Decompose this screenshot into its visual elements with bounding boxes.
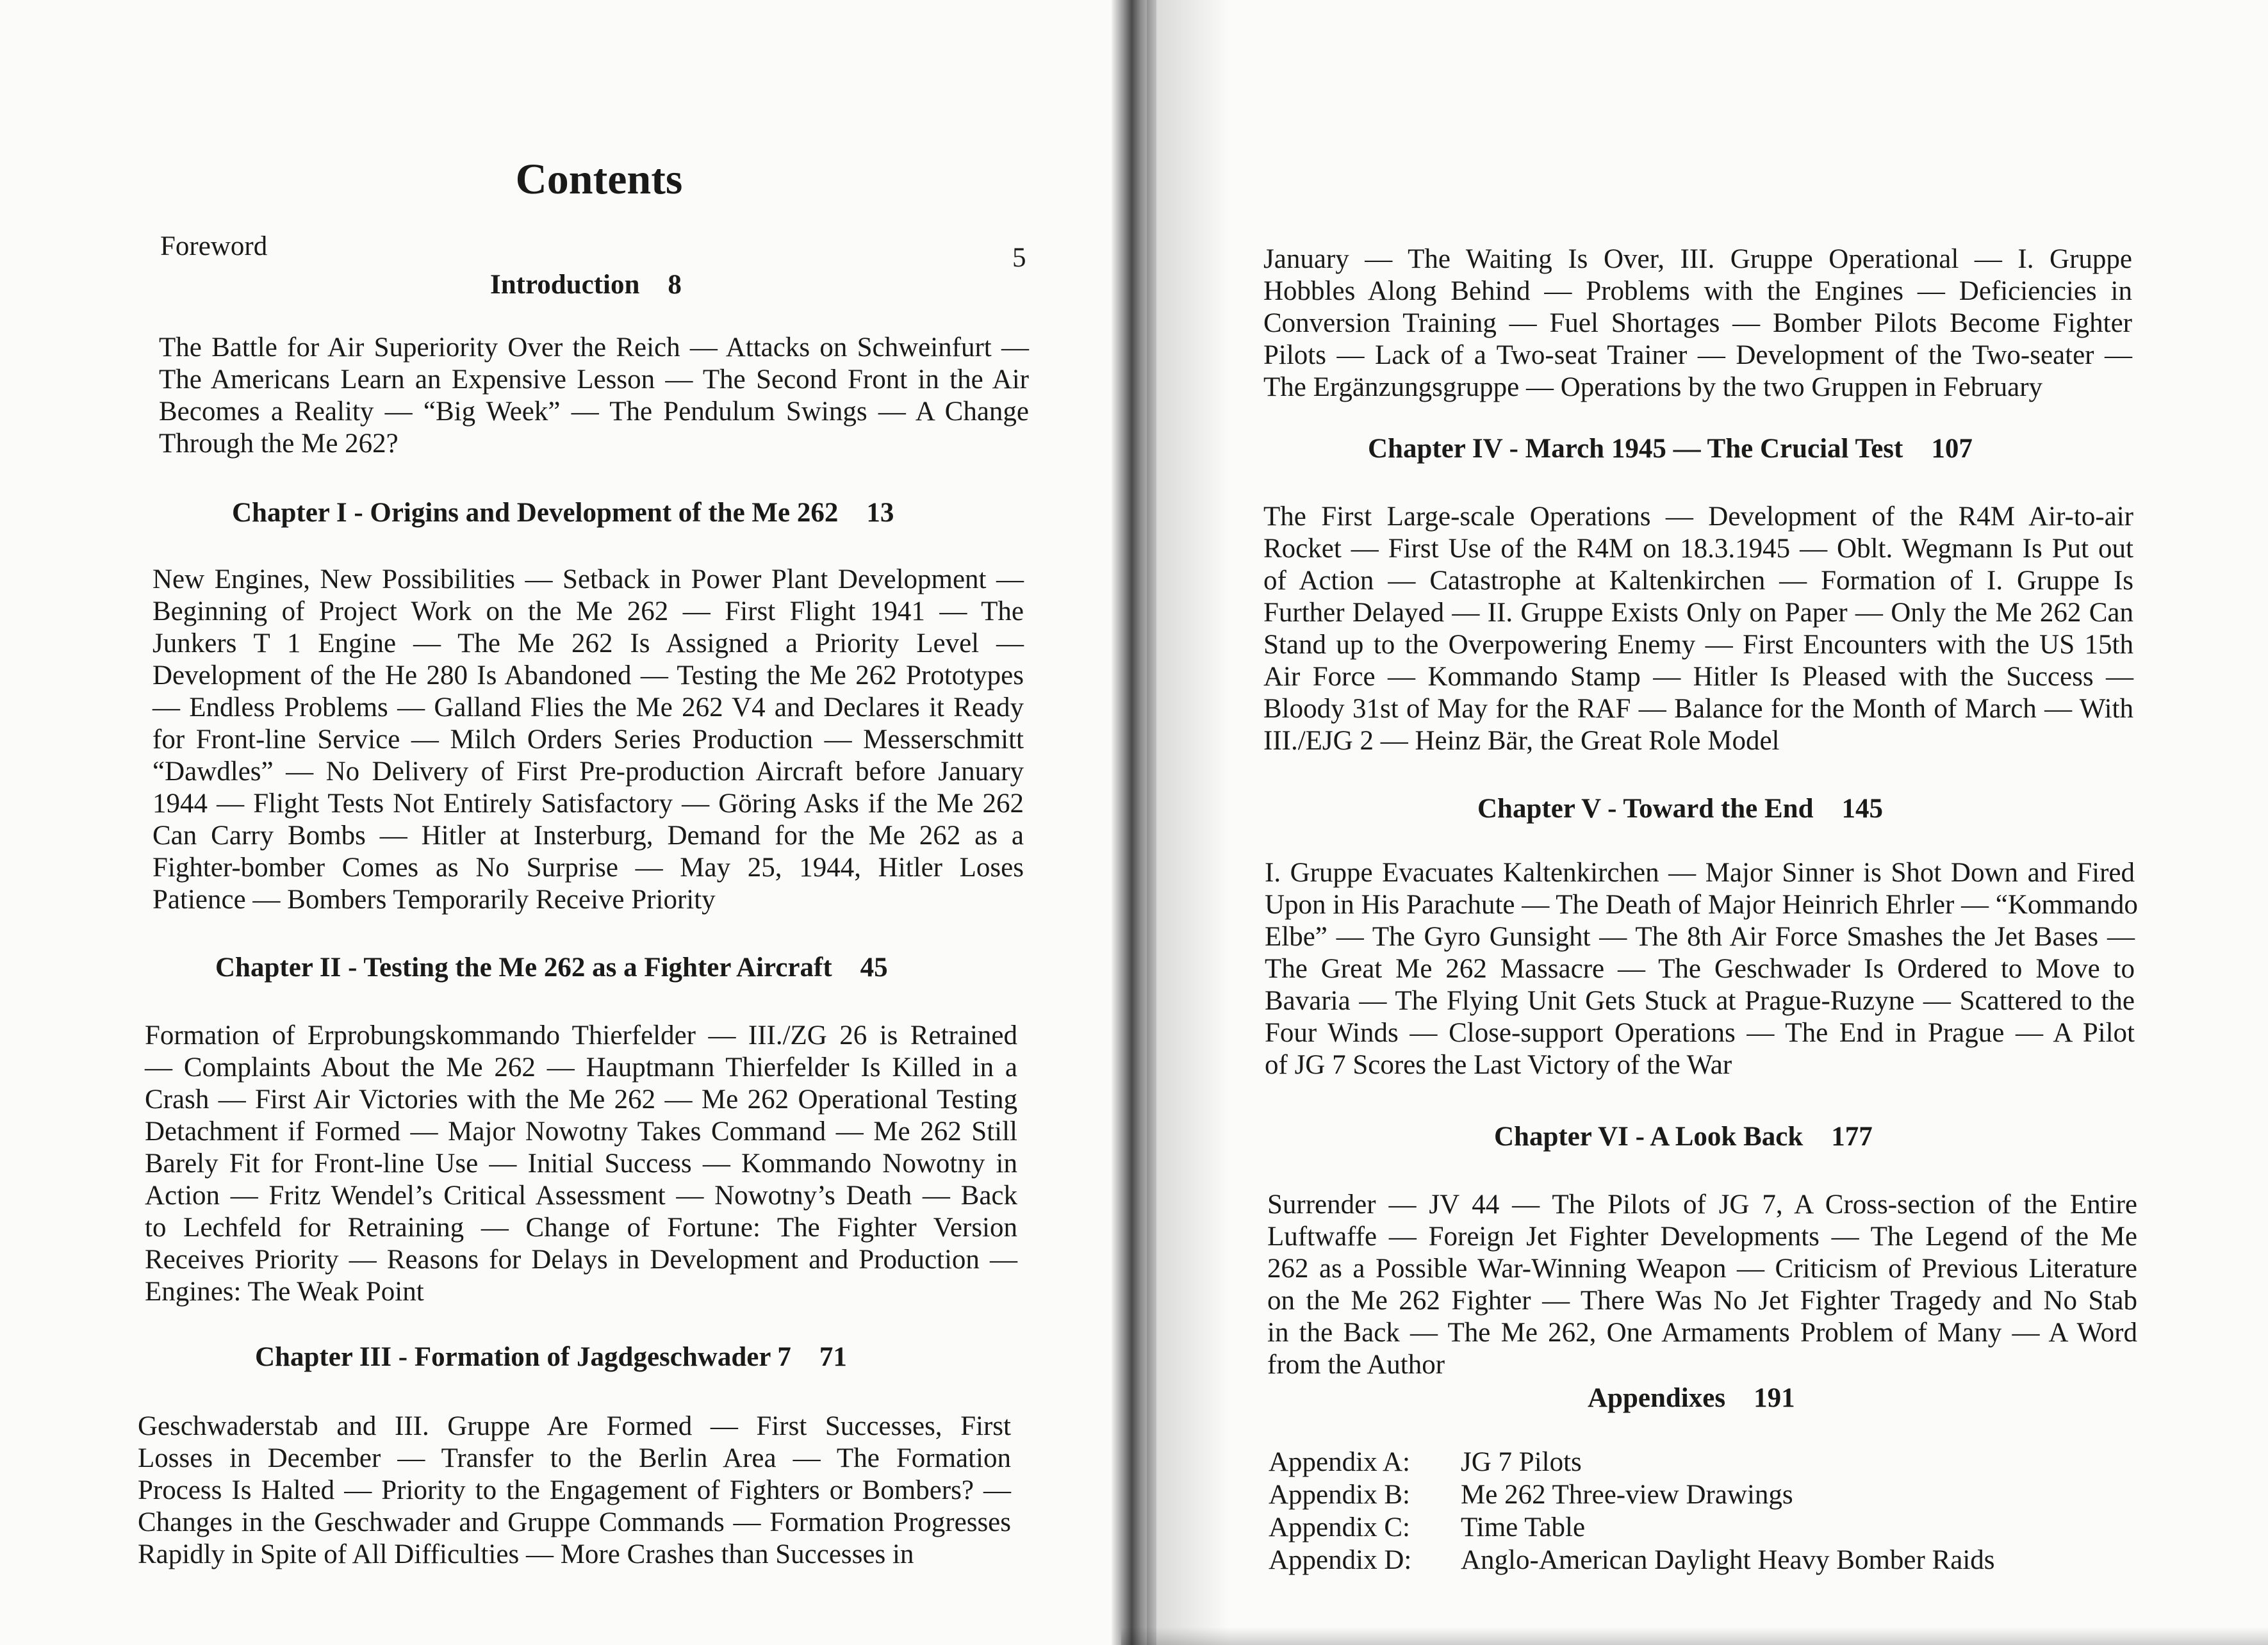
page-title: Contents	[515, 154, 683, 203]
summary-line: The First Large-scale Operations — Development of the R4M Air-to-air	[1263, 502, 2133, 532]
summary-line: New Engines, New Possibilities — Setback in Power Plant Development —	[152, 564, 1024, 594]
summary-line: Through the Me 262?	[159, 429, 399, 459]
summary-line: Detachment if Formed — Major Nowotny Takes Command — Me 262 Still	[145, 1117, 1017, 1147]
appendix-title: Me 262 Three-view Drawings	[1461, 1480, 1793, 1510]
summary-line: January — The Waiting Is Over, III. Gruppe Operational — I. Gruppe	[1263, 244, 2132, 274]
summary-line: in the Back — The Me 262, One Armaments Problem of Many — A Word	[1267, 1318, 2137, 1348]
chapter-4-heading	[1368, 433, 1973, 464]
appendix-row	[1269, 1512, 1995, 1544]
foreword-label: Foreword	[160, 231, 268, 261]
chapter-4-summary	[1263, 501, 2133, 757]
chapter-2-heading	[215, 952, 888, 983]
appendix-row	[1269, 1479, 1995, 1512]
summary-line: on the Me 262 Fighter — There Was No Jet Fighter Tragedy and No Stab	[1267, 1286, 2137, 1316]
chapter-2-page-number: 45	[860, 953, 888, 983]
foreword-page-number: 5	[1012, 243, 1026, 273]
summary-line: Barely Fit for Front-line Use — Initial Success — Kommando Nowotny in	[145, 1149, 1017, 1179]
summary-line: for Front-line Service — Milch Orders Series Production — Messerschmitt	[152, 724, 1024, 755]
summary-line: I. Gruppe Evacuates Kaltenkirchen — Major Sinner is Shot Down and Fired	[1265, 858, 2135, 888]
chapter-5-page-number: 145	[1841, 794, 1884, 824]
summary-line: The Ergänzungsgruppe — Operations by the two Gruppen in February	[1263, 372, 2043, 402]
summary-line: Junkers T 1 Engine — The Me 262 Is Assigned a Priority Level —	[152, 628, 1024, 659]
introduction-title: Introduction	[490, 270, 640, 300]
chapter-6-summary	[1267, 1189, 2137, 1381]
appendix-title: Time Table	[1461, 1512, 1586, 1543]
summary-line: Luftwaffe — Foreign Jet Fighter Developments — The Legend of the Me	[1267, 1222, 2137, 1252]
summary-line: of Action — Catastrophe at Kaltenkirchen — Formation of I. Gruppe Is	[1263, 566, 2133, 596]
summary-line: Surrender — JV 44 — The Pilots of JG 7, A Cross-section of the Entire	[1267, 1190, 2137, 1220]
summary-line: Bavaria — The Flying Unit Gets Stuck at Prague-Ruzyne — Scattered to the	[1265, 986, 2135, 1016]
summary-line: Formation of Erprobungskommando Thierfelder — III./ZG 26 is Retrained	[145, 1020, 1017, 1051]
chapter-5-summary	[1265, 857, 2138, 1081]
summary-line: Engines: The Weak Point	[145, 1277, 424, 1307]
chapter-3-summary-continued	[1263, 243, 2132, 404]
gutter-shadow	[1147, 0, 1230, 1645]
summary-line: Rocket — First Use of the R4M on 18.3.1945 — Oblt. Wegmann Is Put out	[1263, 534, 2133, 564]
summary-line: Fighter-bomber Comes as No Surprise — May 25, 1944, Hitler Loses	[152, 853, 1024, 883]
summary-line: The Battle for Air Superiority Over the Reich — Attacks on Schweinfurt —	[159, 332, 1029, 363]
chapter-2-title: Chapter II - Testing the Me 262 as a Fighter Aircraft	[215, 953, 832, 983]
summary-line: Air Force — Kommando Stamp — Hitler Is Pleased with the Success —	[1263, 662, 2133, 692]
appendix-row	[1269, 1544, 1995, 1577]
summary-line: Stand up to the Overpowering Enemy — First Encounters with the US 15th	[1263, 630, 2133, 660]
appendix-title: Anglo-American Daylight Heavy Bomber Raids	[1461, 1545, 1995, 1575]
chapter-2-summary	[145, 1020, 1017, 1308]
appendix-row	[1269, 1446, 1995, 1479]
introduction-summary	[159, 332, 1029, 460]
appendix-list	[1269, 1446, 1995, 1577]
chapter-6-page-number: 177	[1831, 1122, 1873, 1152]
chapter-5-heading	[1477, 793, 1883, 824]
introduction-heading	[490, 269, 682, 300]
summary-line: Action — Fritz Wendel’s Critical Assessment — Nowotny’s Death — Back	[145, 1181, 1017, 1211]
summary-line: Can Carry Bombs — Hitler at Insterburg, Demand for the Me 262 as a	[152, 821, 1024, 851]
chapter-6-heading	[1494, 1121, 1873, 1152]
summary-line: Conversion Training — Fuel Shortages — Bomber Pilots Become Fighter	[1263, 308, 2132, 338]
summary-line: The Great Me 262 Massacre — The Geschwader Is Ordered to Move to	[1265, 954, 2135, 984]
appendix-label: Appendix A:	[1269, 1447, 1410, 1477]
appendix-title: JG 7 Pilots	[1461, 1447, 1582, 1477]
summary-line: Hobbles Along Behind — Problems with the Engines — Deficiencies in	[1263, 276, 2132, 306]
summary-line: Further Delayed — II. Gruppe Exists Only on Paper — Only the Me 262 Can	[1263, 598, 2133, 628]
chapter-3-heading	[255, 1341, 847, 1373]
summary-line: — Complaints About the Me 262 — Hauptmann Thierfelder Is Killed in a	[145, 1052, 1017, 1083]
summary-line: Upon in His Parachute — The Death of Major Heinrich Ehrler — “Kommando	[1265, 890, 2138, 920]
appendix-label: Appendix C:	[1269, 1512, 1410, 1543]
chapter-4-title: Chapter IV - March 1945 — The Crucial Test	[1368, 434, 1903, 464]
summary-line: Development of the He 280 Is Abandoned — Testing the Me 262 Prototypes	[152, 660, 1024, 691]
summary-line: Elbe” — The Gyro Gunsight — The 8th Air Force Smashes the Jet Bases —	[1265, 922, 2135, 952]
summary-line: Bloody 31st of May for the RAF — Balance for the Month of March — With	[1263, 694, 2133, 724]
summary-line: Crash — First Air Victories with the Me 262 — Me 262 Operational Testing	[145, 1084, 1017, 1115]
summary-line: Beginning of Project Work on the Me 262 — First Flight 1941 — The	[152, 596, 1024, 626]
page-bottom-edge	[1121, 1627, 2268, 1645]
chapter-5-title: Chapter V - Toward the End	[1477, 794, 1814, 824]
summary-line: of JG 7 Scores the Last Victory of the War	[1265, 1050, 1732, 1080]
summary-line: Process Is Halted — Priority to the Engagement of Fighters or Bombers? —	[138, 1475, 1011, 1505]
summary-line: Losses in December — Transfer to the Berlin Area — The Formation	[138, 1443, 1011, 1473]
chapter-1-heading	[232, 497, 894, 528]
chapter-4-page-number: 107	[1931, 434, 1973, 464]
summary-line: Receives Priority — Reasons for Delays in Development and Production —	[145, 1245, 1017, 1275]
summary-line: to Lechfeld for Retraining — Change of Fortune: The Fighter Version	[145, 1213, 1017, 1243]
appendix-label: Appendix B:	[1269, 1480, 1410, 1510]
summary-line: 1944 — Flight Tests Not Entirely Satisfactory — Göring Asks if the Me 262	[152, 789, 1024, 819]
chapter-1-title: Chapter I - Origins and Development of the Me 262	[232, 498, 839, 528]
introduction-page-number: 8	[668, 270, 682, 300]
appendixes-title: Appendixes	[1588, 1383, 1726, 1413]
summary-line: Four Winds — Close-support Operations — The End in Prague — A Pilot	[1265, 1018, 2135, 1048]
summary-line: Becomes a Reality — “Big Week” — The Pendulum Swings — A Change	[159, 397, 1029, 427]
chapter-3-page-number: 71	[819, 1342, 847, 1372]
chapter-3-title: Chapter III - Formation of Jagdgeschwader 7	[255, 1342, 791, 1372]
summary-line: Rapidly in Spite of All Difficulties — More Crashes than Successes in	[138, 1539, 914, 1569]
chapter-1-page-number: 13	[866, 498, 894, 528]
summary-line: Pilots — Lack of a Two-seat Trainer — Development of the Two-seater —	[1263, 340, 2132, 370]
summary-line: from the Author	[1267, 1350, 1445, 1380]
chapter-6-title: Chapter VI - A Look Back	[1494, 1122, 1804, 1152]
chapter-3-summary	[138, 1411, 1011, 1571]
appendixes-heading	[1588, 1382, 1795, 1414]
chapter-1-summary	[152, 564, 1024, 916]
summary-line: Geschwaderstab and III. Gruppe Are Formed — First Successes, First	[138, 1411, 1011, 1441]
summary-line: — Endless Problems — Galland Flies the Me 262 V4 and Declares it Ready	[152, 692, 1024, 723]
summary-line: Changes in the Geschwader and Gruppe Commands — Formation Progresses	[138, 1507, 1011, 1537]
summary-line: III./EJG 2 — Heinz Bär, the Great Role Model	[1263, 726, 1780, 756]
summary-line: The Americans Learn an Expensive Lesson — The Second Front in the Air	[159, 364, 1029, 395]
appendix-label: Appendix D:	[1269, 1545, 1412, 1575]
summary-line: “Dawdles” — No Delivery of First Pre-production Aircraft before January	[152, 757, 1024, 787]
appendixes-page-number: 191	[1754, 1383, 1795, 1413]
summary-line: Patience — Bombers Temporarily Receive Priority	[152, 885, 716, 915]
summary-line: 262 as a Possible War-Winning Weapon — Criticism of Previous Literature	[1267, 1254, 2137, 1284]
